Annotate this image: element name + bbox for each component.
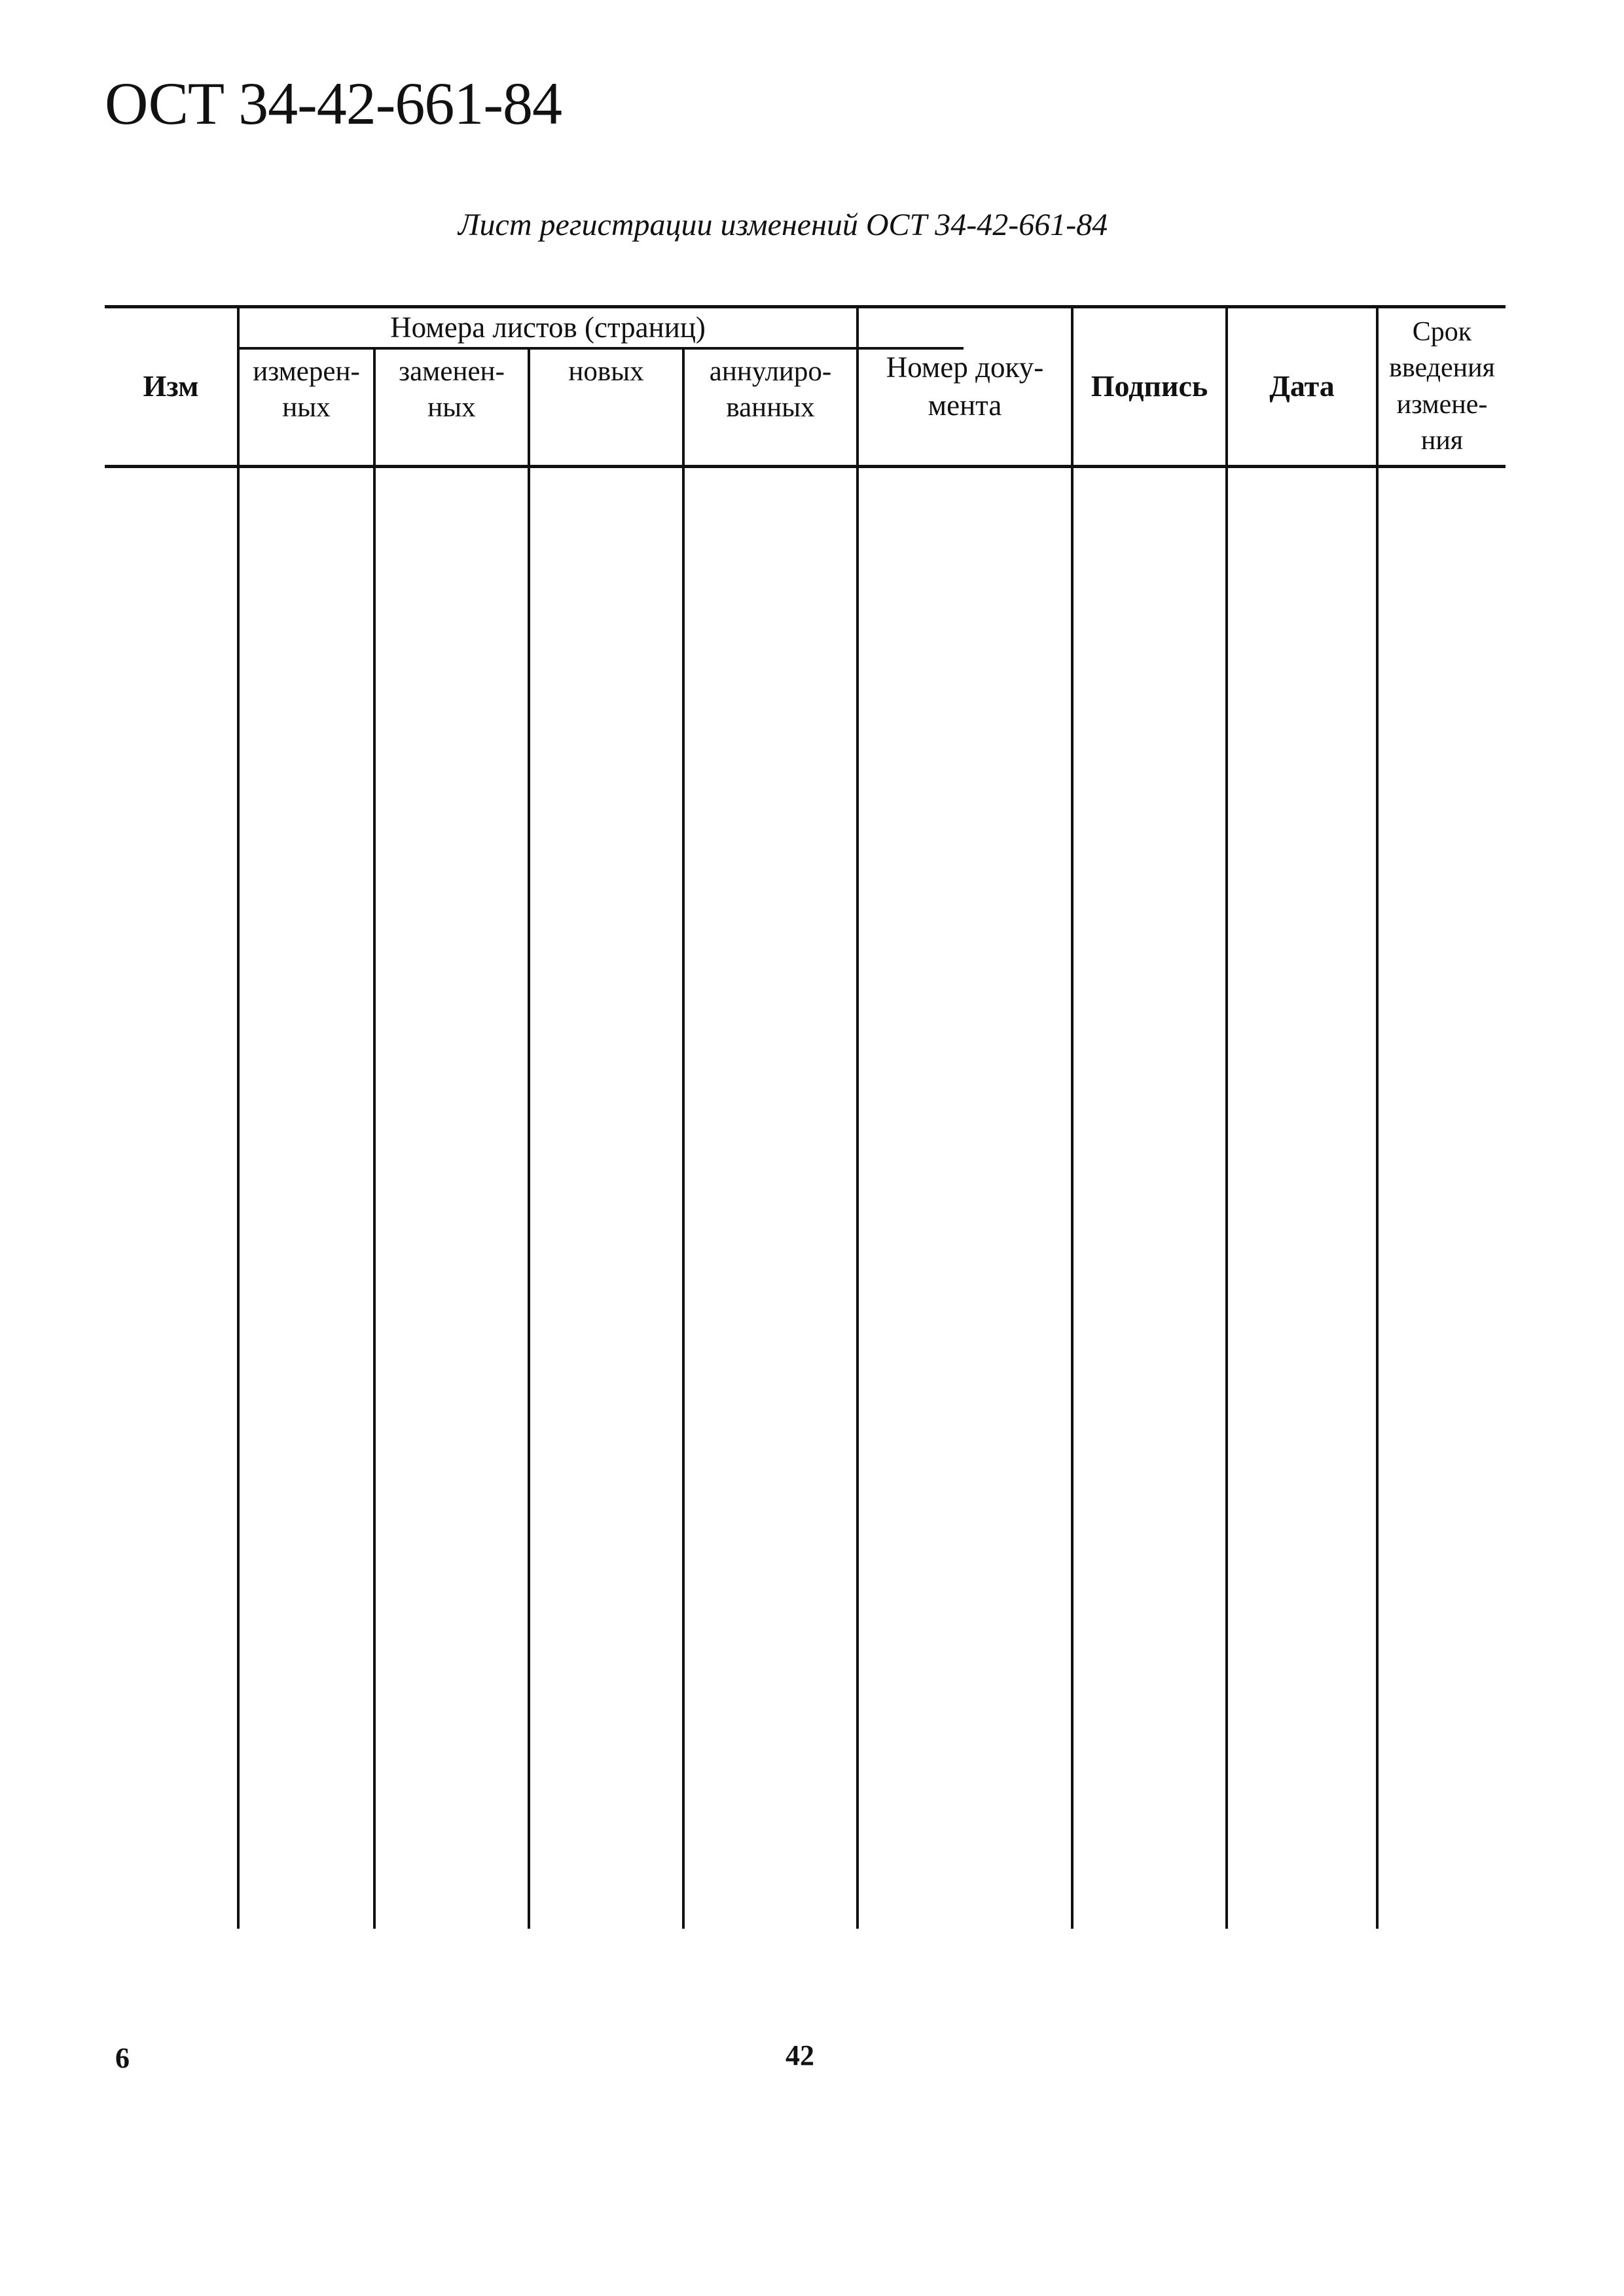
column-divider [1225,308,1228,1929]
column-divider [528,348,530,1929]
header-sheet-numbers-group: Номера листов (страниц) [390,311,706,344]
header-bottom-rule [105,465,1506,468]
column-divider [1071,308,1074,1929]
group-header-rule [237,347,964,350]
column-divider [856,308,859,1929]
column-divider [373,348,376,1929]
header-signature: Подпись [1091,369,1208,403]
page-number-left: 6 [115,2042,130,2074]
column-divider [237,308,240,1929]
header-change-number: Изм [143,369,199,403]
column-divider [1376,308,1379,1929]
page-number-center: 42 [785,2039,814,2071]
header-replaced-sheets: заменен- ных [399,356,505,424]
document-code: ОСТ 34-42-661-84 [105,70,562,137]
header-date: Дата [1269,369,1335,403]
column-divider [682,348,685,1929]
header-implementation-term: Срок введения измене- ния [1389,316,1495,456]
sheet-title: Лист регистрации изменений ОСТ 34-42-661-84 [458,208,1108,242]
change-registration-table [105,0,1506,2296]
header-document-number: Номер доку- мента [886,350,1044,422]
header-new-sheets: новых [568,356,644,387]
header-cancelled-sheets: аннулиро- ванных [709,356,832,424]
header-changed-sheets: измерен- ных [253,356,360,424]
